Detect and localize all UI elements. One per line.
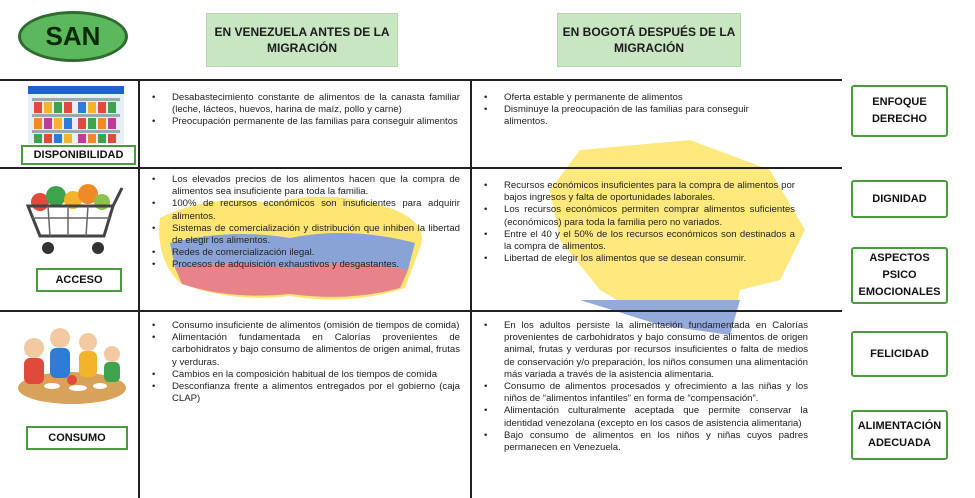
list-disponibilidad-before: [148, 92, 460, 129]
side-box-felicidad: FELICIDAD: [851, 331, 948, 377]
list-item: • Libertad de elegir los alimentos que se desean consumir.: [480, 253, 795, 265]
list-item: • Sistemas de comercialización y distribución que inhiben la libertad de elegir los alimentos.: [148, 223, 460, 247]
list-item: • En los adultos persiste la alimentación fundamentada en Calorías provenientes de carbohidratos y bajo consumo de alimentos de origen animal, frutas y verduras por recursos insuficientes o falta de medios de conservación y/o preparación, los niños consumen una alimentación más variada a través de la asistencia alimentaria.: [480, 320, 808, 381]
list-disponibilidad-after: [480, 92, 795, 129]
list-item: • Oferta estable y permanente de alimentos: [480, 92, 795, 104]
list-item: • Redes de comercialización ilegal.: [148, 247, 460, 259]
list-item: • Procesos de adquisición exhaustivos y desgastantes.: [148, 259, 460, 271]
list-item: • Cambios en la composición habitual de los tiempos de comida: [148, 369, 460, 381]
list-item: • Los elevados precios de los alimentos hacen que la compra de alimentos sea insuficiente para toda la familia.: [148, 174, 460, 198]
list-item: • Desabastecimiento constante de alimentos de la canasta familiar (leche, lácteos, huevos, harina de maíz, pollo y carne): [148, 92, 460, 116]
supermarket-shelves-icon: [28, 86, 124, 144]
list-consumo-after: [480, 320, 808, 454]
family-eating-icon: [12, 318, 132, 416]
list-item: • Entre el 40 y el 50% de los recursos económicos son destinados a la compra de alimentos.: [480, 229, 795, 253]
list-item: • Consumo de alimentos procesados y ofrecimiento a las niñas y los niños de “alimentos infantiles” en forma de “compensación”.: [480, 381, 808, 405]
side-box-enfoque-derecho: ENFOQUE DERECHO: [851, 85, 948, 137]
san-badge: SAN: [18, 11, 128, 62]
list-item: • Alimentación fundamentada en Calorías provenientes de carbohidratos y bajo consumo de alimentos de origen animal, frutas y verduras.: [148, 332, 460, 369]
row-label-acceso: ACCESO: [36, 268, 122, 292]
side-box-dignidad: DIGNIDAD: [851, 180, 948, 218]
shopping-cart-with-food-icon: [18, 174, 128, 262]
table-top-rule: [0, 79, 842, 81]
list-consumo-before: [148, 320, 460, 405]
list-acceso-after: [480, 180, 795, 265]
column-divider: [138, 79, 140, 498]
list-acceso-before: [148, 174, 460, 272]
list-item: • Desconfianza frente a alimentos entregados por el gobierno (caja CLAP): [148, 381, 460, 405]
header-bogota: EN BOGOTÁ DESPUÉS DE LA MIGRACIÓN: [557, 13, 741, 67]
list-item: • Disminuye la preocupación de las familias para conseguir alimentos.: [480, 104, 795, 128]
list-item: • Consumo insuficiente de alimentos (omisión de tiempos de comida): [148, 320, 460, 332]
side-box-aspectos-psico-emocionales: ASPECTOS PSICO EMOCIONALES: [851, 247, 948, 304]
list-item: • 100% de recursos económicos son insuficientes para adquirir alimentos.: [148, 198, 460, 222]
list-item: • Alimentación culturalmente aceptada que permite conservar la identidad venezolana (excepto en los casos de asistencia alimentaria): [480, 405, 808, 429]
row-label-disponibilidad: DISPONIBILIDAD: [21, 145, 136, 165]
side-box-alimentacion-adecuada: ALIMENTACIÓN ADECUADA: [851, 410, 948, 460]
row-label-consumo: CONSUMO: [26, 426, 128, 450]
list-item: • Los recursos económicos permiten comprar alimentos suficientes (económicos) para toda la familia pero no variados.: [480, 204, 795, 228]
header-venezuela: EN VENEZUELA ANTES DE LA MIGRACIÓN: [206, 13, 398, 67]
row-divider: [0, 310, 842, 312]
list-item: • Recursos económicos insuficientes para la compra de alimentos por bajos ingresos y falta de oportunidades laborales.: [480, 180, 795, 204]
row-divider: [0, 167, 842, 169]
list-item: • Bajo consumo de alimentos en los niños y niñas cuyos padres permanecen en Venezuela.: [480, 430, 808, 454]
list-item: • Preocupación permanente de las familias para conseguir alimentos: [148, 116, 460, 128]
column-divider: [470, 79, 472, 498]
